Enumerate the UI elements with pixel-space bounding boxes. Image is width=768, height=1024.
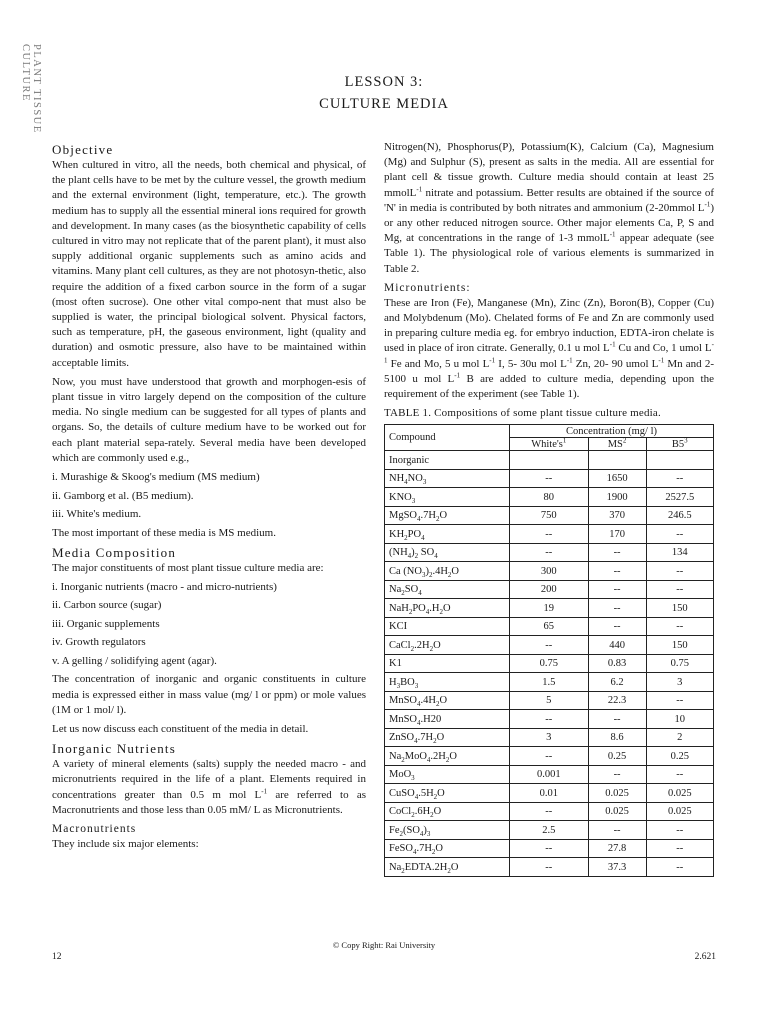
compound-cell: $ZnSO_4.7H_2O$ — [385, 728, 510, 747]
ms-cell: 370 — [588, 506, 646, 525]
ms-cell: 6.2 — [588, 673, 646, 692]
composition-heading: Media Composition — [52, 544, 177, 560]
compound-cell: $KH_2PO_4$ — [385, 525, 510, 544]
b5-cell: -- — [646, 821, 713, 840]
whites-cell: -- — [510, 636, 589, 655]
table-row — [385, 710, 714, 729]
compound-cell: $Na_2MoO_4.2H_2O$ — [385, 747, 510, 766]
table-row — [385, 451, 714, 470]
b5-cell: 2527.5 — [646, 488, 713, 507]
lesson-title: CULTURE MEDIA — [319, 96, 449, 112]
table-row — [385, 506, 714, 525]
whites-cell: -- — [510, 543, 589, 562]
compound-cell: $NaH_2PO_4.H_2O$ — [385, 599, 510, 618]
b5-cell: 0.025 — [646, 802, 713, 821]
ms-cell: -- — [588, 710, 646, 729]
b5-cell: 246.5 — [646, 506, 713, 525]
ms-cell: 37.3 — [588, 858, 646, 877]
table-row — [385, 469, 714, 488]
ms-cell: 0.025 — [588, 784, 646, 803]
compound-cell: Inorganic — [385, 451, 510, 470]
table-row — [385, 802, 714, 821]
side-section-label: PLANT TISSUE CULTURE — [20, 44, 42, 134]
copyright: © Copy Right: Rai University — [332, 940, 436, 950]
table-row — [385, 617, 714, 636]
whites-cell: 0.01 — [510, 784, 589, 803]
inorganic-heading: Inorganic Nutrients — [52, 741, 177, 757]
ms-cell: 1900 — [588, 488, 646, 507]
compound-cell: $KNO_3$ — [385, 488, 510, 507]
ms-cell: 440 — [588, 636, 646, 655]
objective-paragraph: When cultured in vitro, all the needs, both chemical and physical, of the plant cells have to be met by the culture vessel, the growth medium and the external environment (light, temperature, etc.). The growth medium has to supply all the essential mineral ions required for growth and development. In many cases (as the biosynthetic capability of cells cultured in vitro may not replicate that of the parent plant), it must also supply additional organic supplements such as amino acids and vitamins. Many plant cell cultures, as they are not photosyn-thetic, also require the addition of a fixed carbon source in the form of a sugar (most often sucrose). One other vital compo-nent that must also be supplied is water, the principal biological solvent. Physical factors, such as temperature, pH, the gaseous environment, light (quality and duration) and osmotic pressure, also have to be maintained within acceptable limits. — [52, 159, 366, 369]
b5-cell: 0.25 — [646, 747, 713, 766]
whites-cell: -- — [510, 858, 589, 877]
ms-cell: -- — [588, 599, 646, 618]
compound-cell: Ca $(NO_3)_2.4H_2O$ — [385, 562, 510, 581]
concentration-header: Concentration (mg/ l) — [510, 425, 714, 438]
whites-cell: 1.5 — [510, 673, 589, 692]
ms-cell: 1650 — [588, 469, 646, 488]
compound-cell: $Na_2SO_4$ — [385, 580, 510, 599]
table-row — [385, 728, 714, 747]
whites-cell: 80 — [510, 488, 589, 507]
table-row — [385, 747, 714, 766]
constituents-intro: The major constituents of most plant tissue culture media are: — [52, 561, 324, 574]
whites-cell: -- — [510, 469, 589, 488]
table-row — [385, 636, 714, 655]
compound-cell: MoO$_3$ — [385, 765, 510, 784]
b5-cell: -- — [646, 839, 713, 858]
whites-cell: -- — [510, 802, 589, 821]
right-column — [384, 140, 714, 877]
whites-cell: -- — [510, 710, 589, 729]
compound-cell: $Na_2EDTA.2H_2O$ — [385, 858, 510, 877]
discuss-paragraph: Let us now discuss each constituent of the media in detail. — [52, 723, 309, 736]
inorganic-paragraph: A variety of mineral elements (salts) supply the needed macro - and micronutrients required in the life of a plant. Elements required in concentrations greater than 0.5 m mol $L^{-1}$ are referred to as Macronutrients and those less than 0.05 mM/ L as Micronutrients. — [52, 758, 367, 816]
left-column — [52, 140, 366, 856]
ms-header: $MS^2$ — [588, 438, 646, 451]
whites-cell: -- — [510, 747, 589, 766]
compound-cell: $Fe_2(SO_4)_3$ — [385, 821, 510, 840]
compound-cell: $NH_4NO_3$ — [385, 469, 510, 488]
lesson-number: LESSON 3: — [344, 74, 424, 90]
ms-cell: 0.25 — [588, 747, 646, 766]
table-row — [385, 562, 714, 581]
ms-cell — [588, 451, 646, 470]
whites-cell: 3 — [510, 728, 589, 747]
b5-cell: 2 — [646, 728, 713, 747]
list-item: ii. Carbon source (sugar) — [52, 599, 162, 612]
b5-cell: -- — [646, 562, 713, 581]
b5-cell: -- — [646, 525, 713, 544]
ms-cell: 8.6 — [588, 728, 646, 747]
table-row — [385, 654, 714, 673]
whites-header: $White's^1$ — [510, 438, 589, 451]
morphogenesis-paragraph: Now, you must have understood that growth and morphogen-esis of plant tissue in vitro largely depend on the composition of the culture media. No single medium can be suggested for all types of plants and organs. So, the details of culture medium have to be worked out for each plant material sepa-rately. Several media have been developed which are commonly used e.g., — [52, 375, 366, 464]
micronutrients-heading: Micronutrients: — [384, 281, 471, 294]
whites-cell: 200 — [510, 580, 589, 599]
constituents-list — [52, 580, 366, 668]
ms-cell: -- — [588, 821, 646, 840]
list-item: iii. White's medium. — [52, 508, 142, 521]
list-item: ii. Gamborg et al. (B5 medium). — [52, 489, 194, 502]
whites-cell: 0.001 — [510, 765, 589, 784]
micronutrients-paragraph: These are Iron (Fe), Manganese (Mn), Zinc (Zn), Boron(B), Copper (Cu) and Molybdenum (Mo). Chelated forms of Fe and Zn are commonly used in preparing culture media eg. for embryo induction, EDTA-iron chelate is used in place of iron citrate. Generally, 0.1 u mol $L^{-1}$ Cu and Co, 1 umol $L^{-1}$ Fe and Mo, 5 u mol $L^{-1}$ I, 5- 30u mol $L^{-1}$ Zn, 20- 90 umol $L^{-1}$ Mn and 2-5100 u mol $L^{-1}$ B are added to culture media, depending upon the requirement of the experiment (see Table 1). — [384, 296, 714, 401]
ms-cell: -- — [588, 580, 646, 599]
page-number: 12 — [52, 952, 62, 962]
compound-cell: MnSO$_4$.H20 — [385, 710, 510, 729]
table-row — [385, 580, 714, 599]
table-row — [385, 525, 714, 544]
ms-cell: -- — [588, 543, 646, 562]
table-row — [385, 839, 714, 858]
whites-cell: 19 — [510, 599, 589, 618]
b5-cell: 150 — [646, 599, 713, 618]
b5-cell: 134 — [646, 543, 713, 562]
compound-cell: $CoCl_2.6H_2O$ — [385, 802, 510, 821]
macronutrients-continued: Nitrogen(N), Phosphorus(P), Potassium(K), Calcium (Ca), Magnesium (Mg) and Sulphur (S), present as salts in the media. All are essential for plant cell & tissue growth. Culture media should contain at least 25 mmolL$^{-1}$ nitrate and potassium. Better results are obtained if the source of 'N' in media is contributed by both nitrates and ammonium (2-20mmol $L^{-1}$) or any other reduced nitrogen source. Other major elements Ca, P, S and Mg, at concentrations in the range of 1-3 mmolL$^{-1}$ appear adequate (see Table 1). The physiological role of various elements is summarized in Table 2. — [384, 141, 715, 275]
b5-cell: 0.75 — [646, 654, 713, 673]
compound-cell: KCI — [385, 617, 510, 636]
whites-cell: -- — [510, 525, 589, 544]
ms-cell: 170 — [588, 525, 646, 544]
table-row — [385, 691, 714, 710]
b5-cell — [646, 451, 713, 470]
objective-heading: Objective — [52, 142, 114, 157]
ms-cell: -- — [588, 765, 646, 784]
b5-cell: -- — [646, 580, 713, 599]
compound-cell: $FeSO_4.7H_2O$ — [385, 839, 510, 858]
list-item: i. Murashige & Skoog's medium (MS medium) — [52, 471, 260, 484]
b5-cell: 3 — [646, 673, 713, 692]
whites-cell — [510, 451, 589, 470]
whites-cell: 0.75 — [510, 654, 589, 673]
b5-cell: -- — [646, 469, 713, 488]
macronutrients-heading: Macronutrients — [52, 823, 137, 836]
table-row — [385, 858, 714, 877]
b5-header: $B5^3$ — [646, 438, 713, 451]
page-code: 2.621 — [694, 952, 716, 962]
whites-cell: -- — [510, 839, 589, 858]
b5-cell: -- — [646, 858, 713, 877]
ms-cell: -- — [588, 562, 646, 581]
whites-cell: 300 — [510, 562, 589, 581]
compound-cell: $CaCl_2.2H_2O$ — [385, 636, 510, 655]
compound-cell: $MnSO_4.4H_2O$ — [385, 691, 510, 710]
list-item: iv. Growth regulators — [52, 636, 146, 649]
table-row — [385, 543, 714, 562]
compound-cell: $MgSO_4.7H_2O$ — [385, 506, 510, 525]
whites-cell: 750 — [510, 506, 589, 525]
compound-cell: $CuSO_4.5H_2O$ — [385, 784, 510, 803]
b5-cell: -- — [646, 691, 713, 710]
table-row — [385, 488, 714, 507]
ms-cell: -- — [588, 617, 646, 636]
b5-cell: -- — [646, 617, 713, 636]
table-row — [385, 673, 714, 692]
compound-cell: K1 — [385, 654, 510, 673]
media-list — [52, 470, 366, 521]
ms-cell: 27.8 — [588, 839, 646, 858]
whites-cell: 5 — [510, 691, 589, 710]
compound-cell: $(NH_4)_2$ $SO_4$ — [385, 543, 510, 562]
b5-cell: -- — [646, 765, 713, 784]
composition-table — [384, 424, 714, 877]
b5-cell: 10 — [646, 710, 713, 729]
whites-cell: 65 — [510, 617, 589, 636]
list-item: iii. Organic supplements — [52, 617, 160, 630]
table-row — [385, 821, 714, 840]
table-row — [385, 765, 714, 784]
compound-cell: $H_3BO_3$ — [385, 673, 510, 692]
list-item: i. Inorganic nutrients (macro - and micro-nutrients) — [52, 580, 277, 593]
ms-medium-paragraph: The most important of these media is MS medium. — [52, 526, 276, 539]
table-caption: TABLE 1. Compositions of some plant tissue culture media. — [384, 407, 661, 420]
compound-header: Compound — [385, 425, 510, 451]
table-row — [385, 784, 714, 803]
table-row — [385, 599, 714, 618]
ms-cell: 22.3 — [588, 691, 646, 710]
table-body — [385, 451, 714, 877]
list-item: v. A gelling / solidifying agent (agar). — [52, 654, 217, 667]
ms-cell: 0.025 — [588, 802, 646, 821]
macronutrients-paragraph: They include six major elements: — [52, 838, 199, 851]
concentration-paragraph: The concentration of inorganic and organic constituents in culture media is expressed either in mass value (mg/ l or ppm) or mole values (1M or 1 mol/ l). — [52, 673, 366, 716]
b5-cell: 0.025 — [646, 784, 713, 803]
whites-cell: 2.5 — [510, 821, 589, 840]
ms-cell: 0.83 — [588, 654, 646, 673]
b5-cell: 150 — [646, 636, 713, 655]
